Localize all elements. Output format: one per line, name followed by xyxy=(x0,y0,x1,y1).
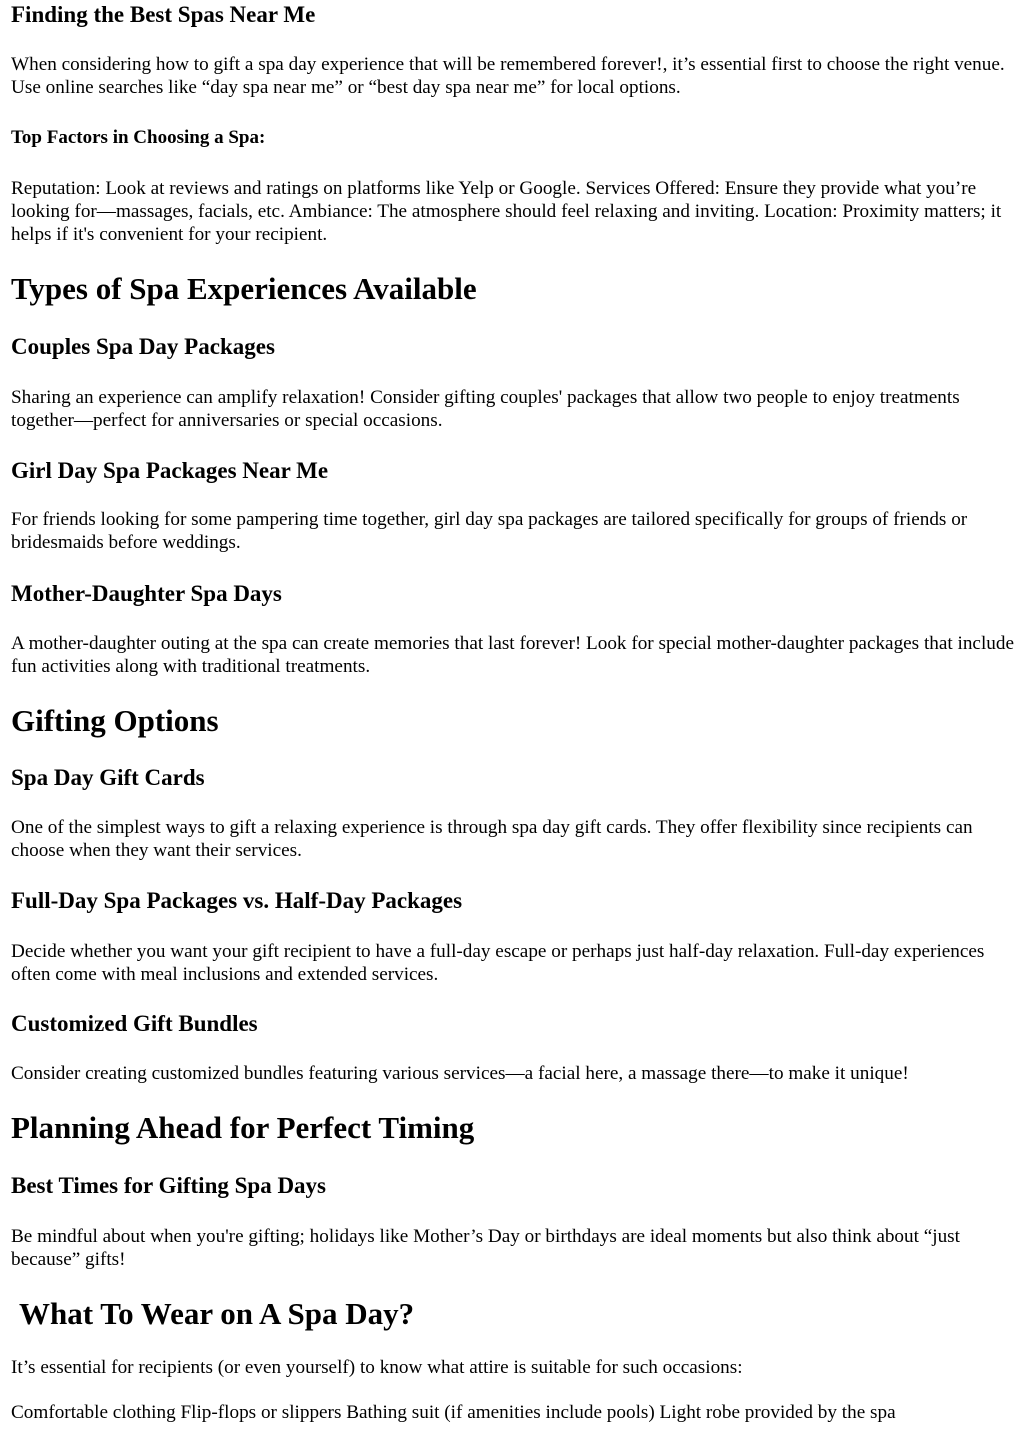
full-half-day-paragraph: Decide whether you want your gift recipient to have a full-day escape or perhaps just half-day relaxation. Full-day experiences often come with meal inclusions and extended services. xyxy=(11,941,985,985)
what-to-wear-heading: What To Wear on A Spa Day? xyxy=(19,1296,415,1331)
top-factors-paragraph: Reputation: Look at reviews and ratings on platforms like Yelp or Google. Services Offered: Ensure they provide what you’re looking for—massages, facials, etc. Ambiance: The atmosphere should feel relaxing and inviting. Location: Proximity matters; it helps if it's convenient for your recipient. xyxy=(11,178,1002,245)
top-factors-heading: Top Factors in Choosing a Spa: xyxy=(11,127,266,148)
finding-spas-heading: Finding the Best Spas Near Me xyxy=(11,2,316,27)
customized-bundles-paragraph: Consider creating customized bundles featuring various services—a facial here, a massage there—to make it unique! xyxy=(11,1063,909,1084)
customized-bundles-heading: Customized Gift Bundles xyxy=(11,1011,258,1036)
what-to-wear-list: Comfortable clothing Flip-flops or slippers Bathing suit (if amenities include pools) Light robe provided by the spa xyxy=(11,1402,896,1423)
what-to-wear-intro: It’s essential for recipients (or even yourself) to know what attire is suitable for such occasions: xyxy=(11,1357,743,1378)
best-times-paragraph: Be mindful about when you're gifting; holidays like Mother’s Day or birthdays are ideal moments but also think about “just because” gifts! xyxy=(11,1226,960,1270)
mother-daughter-paragraph: A mother-daughter outing at the spa can create memories that last forever! Look for special mother-daughter packages that include fun activities along with traditional treatments. xyxy=(11,633,1014,677)
types-of-spa-heading: Types of Spa Experiences Available xyxy=(11,271,477,306)
gifting-options-heading: Gifting Options xyxy=(11,703,219,738)
gift-cards-paragraph: One of the simplest ways to gift a relaxing experience is through spa day gift cards. They offer flexibility since recipients can choose when they want their services. xyxy=(11,817,973,861)
planning-ahead-heading: Planning Ahead for Perfect Timing xyxy=(11,1110,475,1145)
girl-day-packages-paragraph: For friends looking for some pampering time together, girl day spa packages are tailored specifically for groups of friends or bridesmaids before weddings. xyxy=(11,509,968,553)
best-times-heading: Best Times for Gifting Spa Days xyxy=(11,1173,327,1198)
finding-spas-paragraph: When considering how to gift a spa day experience that will be remembered forever!, it’s essential first to choose the right venue. Use online searches like “day spa near me” or “best day spa near me” for local options. xyxy=(11,54,1005,98)
full-half-day-heading: Full-Day Spa Packages vs. Half-Day Packages xyxy=(11,888,463,913)
girl-day-packages-heading: Girl Day Spa Packages Near Me xyxy=(11,458,329,483)
couples-packages-paragraph: Sharing an experience can amplify relaxation! Consider gifting couples' packages that allow two people to enjoy treatments together—perfect for anniversaries or special occasions. xyxy=(11,387,960,431)
couples-packages-heading: Couples Spa Day Packages xyxy=(11,334,275,359)
mother-daughter-heading: Mother-Daughter Spa Days xyxy=(11,581,282,606)
gift-cards-heading: Spa Day Gift Cards xyxy=(11,765,205,790)
